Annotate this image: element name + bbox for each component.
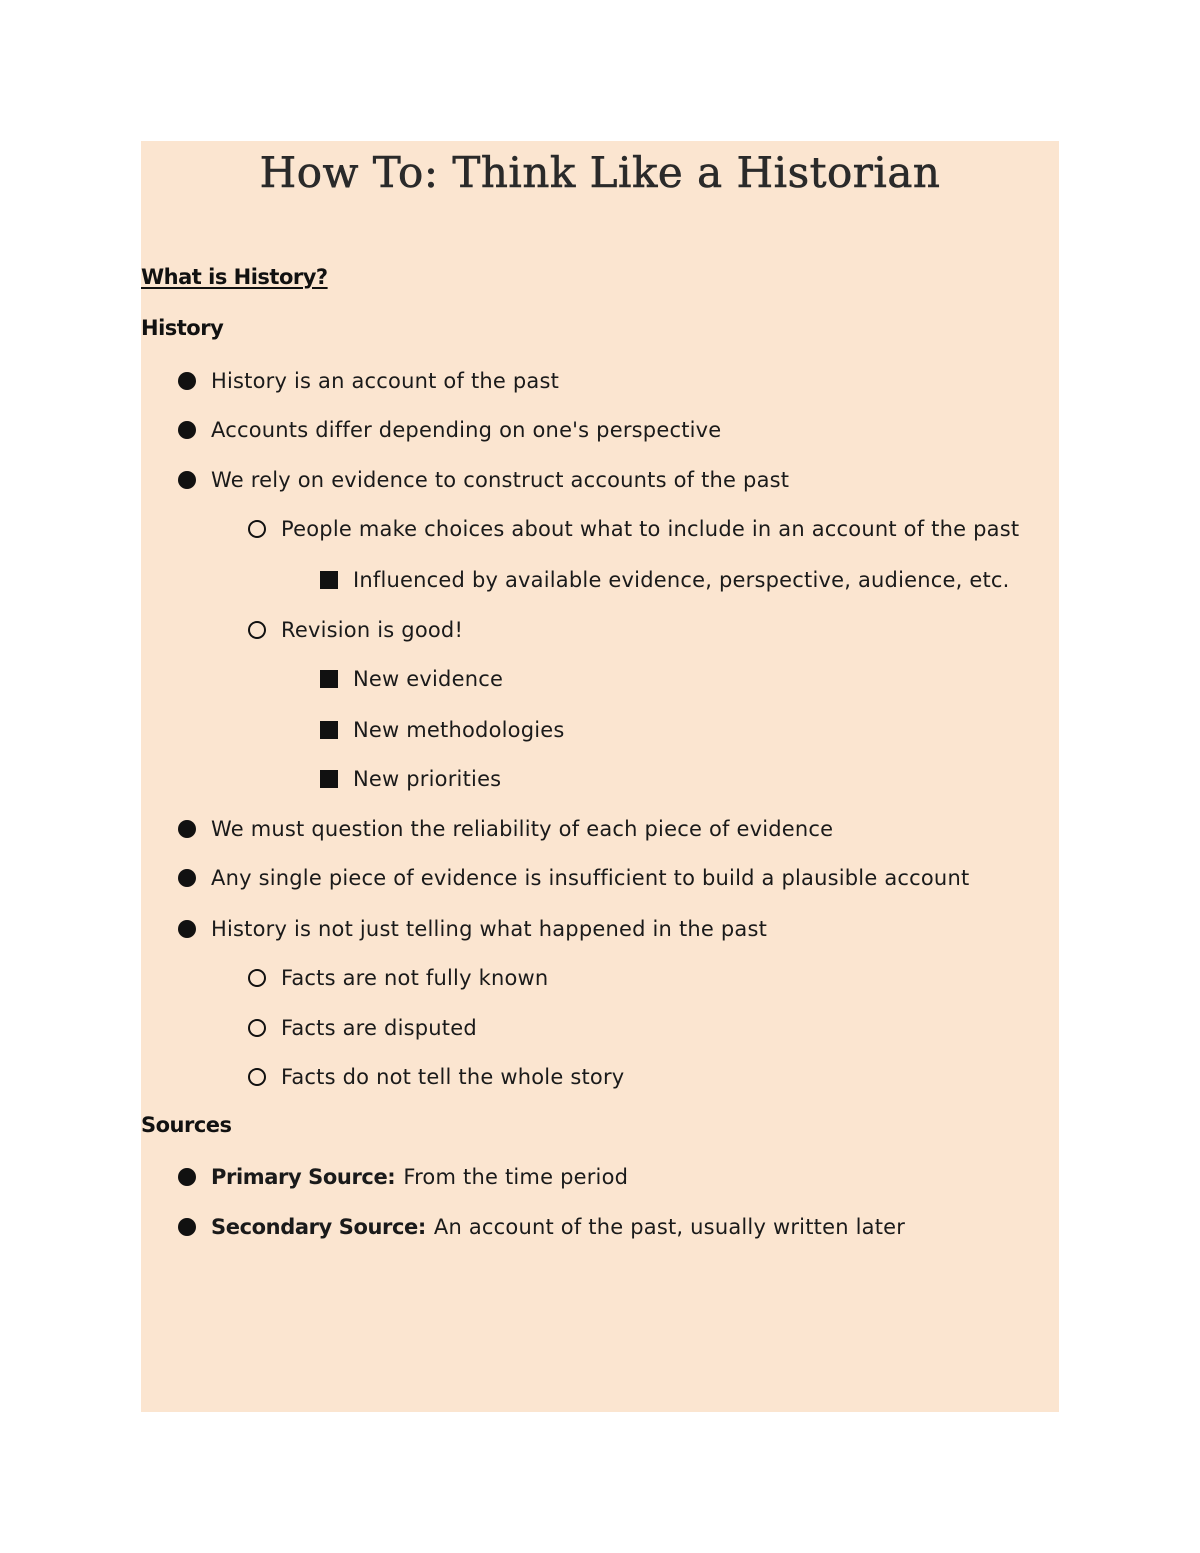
bullet-square-icon	[320, 770, 338, 788]
definition-secondary-source: An account of the past, usually written later	[433, 1215, 906, 1239]
list-item	[248, 514, 1019, 544]
document-title: How To: Think Like a Historian	[259, 148, 941, 197]
list-item-text: Revision is good!	[281, 618, 464, 642]
bullet-disc-icon	[178, 820, 196, 838]
list-item	[178, 1212, 905, 1242]
list-item	[320, 715, 565, 745]
definition-primary-source: From the time period	[403, 1165, 629, 1189]
bullet-disc-icon	[178, 1218, 196, 1236]
list-item-text: We must question the reliability of each piece of evidence	[211, 817, 834, 841]
list-item	[248, 615, 463, 645]
bullet-circle-icon	[248, 1019, 266, 1037]
bullet-circle-icon	[248, 969, 266, 987]
bullet-disc-icon	[178, 869, 196, 887]
list-item-text: People make choices about what to include in an account of the past	[281, 517, 1020, 541]
subheading-history: History	[141, 316, 224, 340]
list-item	[178, 415, 721, 445]
list-item	[248, 1013, 477, 1043]
list-item	[178, 914, 767, 944]
list-item-text: Facts do not tell the whole story	[281, 1065, 625, 1089]
term-primary-source: Primary Source:	[211, 1165, 396, 1189]
term-secondary-source: Secondary Source:	[211, 1215, 426, 1239]
list-item-text: We rely on evidence to construct accounts of the past	[211, 468, 790, 492]
list-item-text: Accounts differ depending on one's perspective	[211, 418, 722, 442]
list-item	[320, 664, 503, 694]
section-heading-what-is-history: What is History?	[141, 265, 328, 289]
list-item	[178, 465, 789, 495]
list-item-text: History is an account of the past	[211, 369, 560, 393]
bullet-disc-icon	[178, 421, 196, 439]
list-item-text: Influenced by available evidence, perspective, audience, etc.	[353, 568, 1010, 592]
list-item	[320, 764, 501, 794]
list-item	[178, 863, 969, 893]
list-item-text: New methodologies	[353, 718, 565, 742]
bullet-square-icon	[320, 721, 338, 739]
bullet-square-icon	[320, 571, 338, 589]
list-item-text: Facts are not fully known	[281, 966, 549, 990]
bullet-square-icon	[320, 670, 338, 688]
bullet-circle-icon	[248, 520, 266, 538]
list-item	[248, 963, 548, 993]
list-item-text: New evidence	[353, 667, 504, 691]
bullet-disc-icon	[178, 920, 196, 938]
list-item	[178, 814, 833, 844]
bullet-circle-icon	[248, 621, 266, 639]
list-item-text: Facts are disputed	[281, 1016, 477, 1040]
bullet-disc-icon	[178, 372, 196, 390]
list-item	[320, 565, 1010, 595]
bullet-disc-icon	[178, 1168, 196, 1186]
list-item	[178, 366, 559, 396]
list-item-text: New priorities	[353, 767, 502, 791]
subheading-sources: Sources	[141, 1113, 232, 1137]
bullet-disc-icon	[178, 471, 196, 489]
list-item	[178, 1162, 628, 1192]
list-item-text: Any single piece of evidence is insufficient to build a plausible account	[211, 866, 970, 890]
bullet-circle-icon	[248, 1068, 266, 1086]
list-item	[248, 1062, 624, 1092]
list-item-text: History is not just telling what happened in the past	[211, 917, 768, 941]
